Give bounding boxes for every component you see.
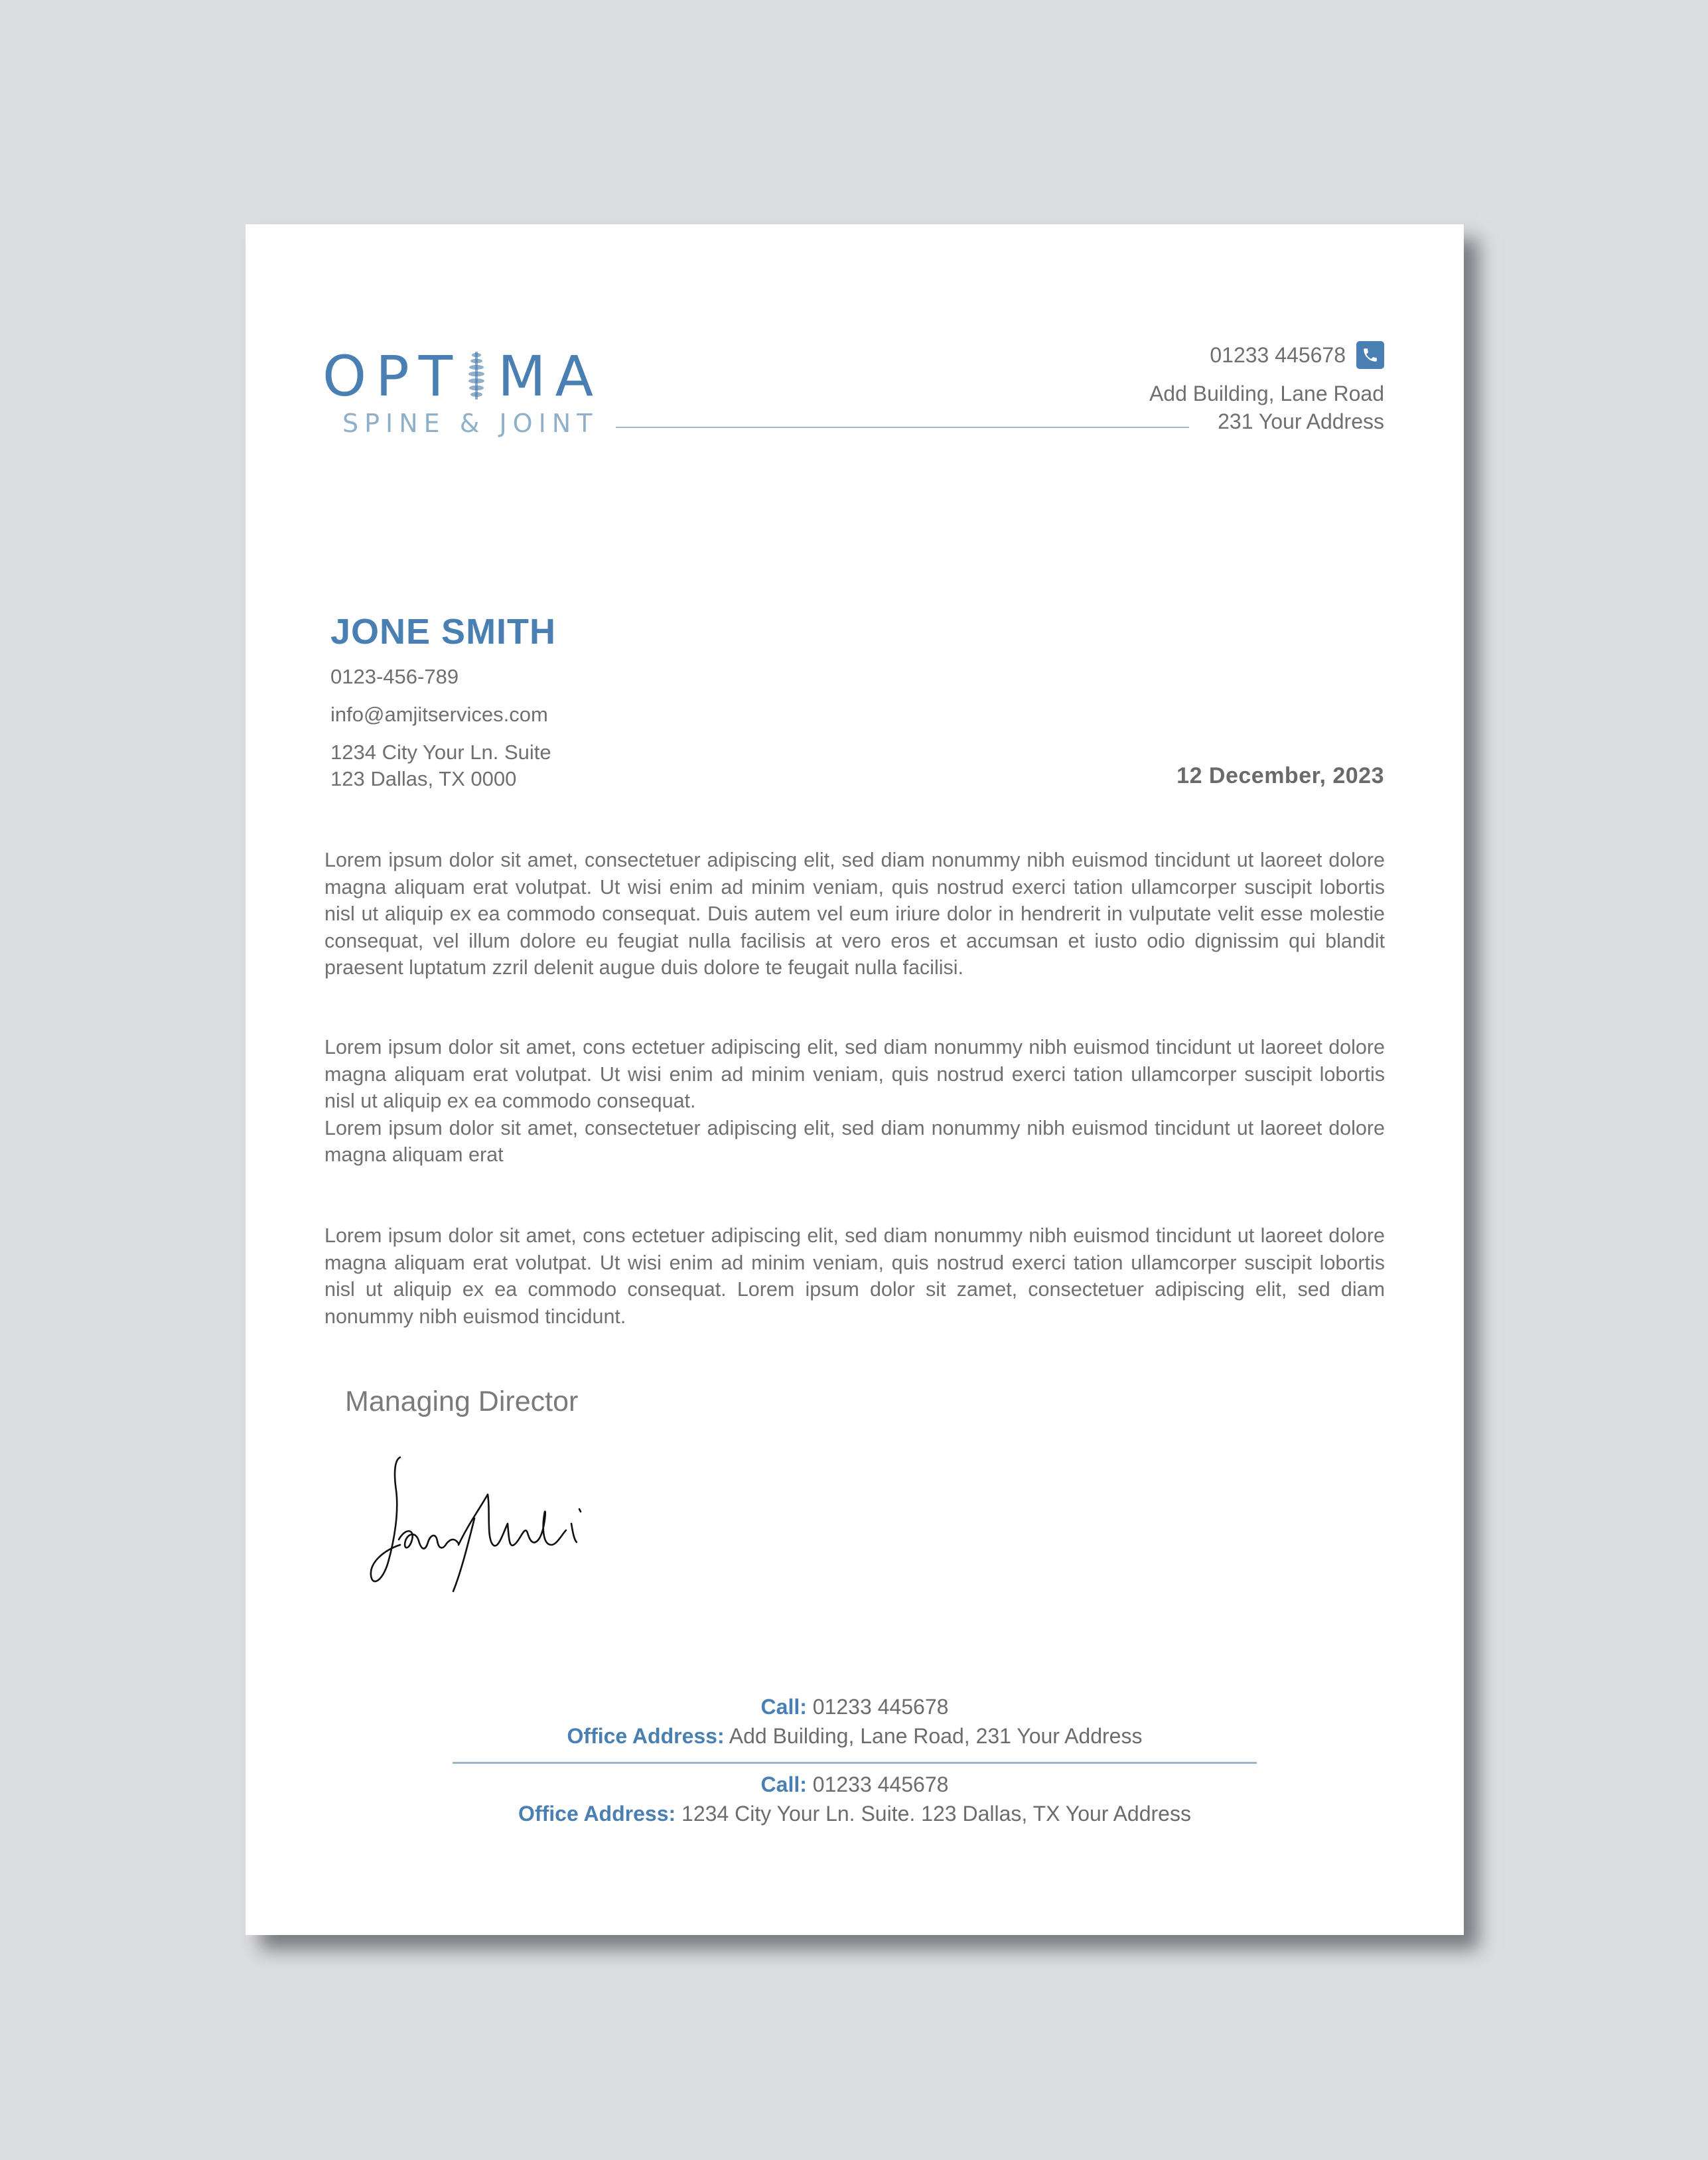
footer-call-2 — [246, 1770, 1464, 1799]
recipient-name: JONE SMITH — [330, 612, 557, 652]
footer-call-value-1: 01233 445678 — [812, 1695, 949, 1719]
footer-address-label-2: Office Address: — [518, 1802, 676, 1826]
body-paragraph-1: Lorem ipsum dolor sit amet, consectetuer adipiscing elit, sed diam nonummy nibh euismod tincidunt ut laoreet dolore magna aliquam erat volutpat. Ut wisi enim ad minim veniam, quis nostrud exerci tation ullamcorper suscipit lobortis nisl ut aliquip ex ea commodo consequat. Duis autem vel eum iriure dolor in hendrerit in vulputate velit esse molestie consequat, vel illum dolore eu feugiat nulla facilisis at vero eros et accumsan et iusto odio dignissim qui blandit praesent luptatum zzril delenit augue duis dolore te feugait nulla facilisi. — [324, 849, 1385, 979]
logo-wordmark-right: MA — [498, 344, 603, 409]
footer-address-label-1: Office Address: — [567, 1724, 725, 1748]
header-phone-number: 01233 445678 — [1210, 343, 1346, 367]
recipient-address-line1: 1234 City Your Ln. Suite — [330, 741, 551, 764]
footer-call-1 — [246, 1692, 1464, 1721]
recipient-address-line2: 123 Dallas, TX 0000 — [330, 767, 517, 790]
footer-divider — [453, 1762, 1257, 1764]
body-paragraph-2b: Lorem ipsum dolor sit amet, consectetuer adipiscing elit, sed diam nonummy nibh euismod tincidunt ut laoreet dolore magna aliquam erat — [324, 1116, 1385, 1166]
closing-title: Managing Director — [345, 1386, 579, 1417]
footer-call-label-2: Call: — [760, 1772, 807, 1796]
body-paragraph-3: Lorem ipsum dolor sit amet, cons ectetuer adipiscing elit, sed diam nonummy nibh euismod tincidunt ut laoreet dolore magna aliquam erat volutpat. Ut wisi enim ad minim veniam, quis nostrud exerci tation ullamcorper suscipit lobortis nisl ut aliquip ex ea commodo consequat. Lorem ipsum dolor sit zamet, consectetuer adipiscing elit, sed diam nonummy nibh euismod tincidunt. — [324, 1224, 1385, 1328]
recipient-block — [330, 611, 556, 792]
footer-contact-1 — [246, 1692, 1464, 1751]
header-contact — [1149, 341, 1384, 435]
body-paragraph-2 — [324, 1034, 1385, 1169]
footer-call-value-2: 01233 445678 — [812, 1772, 949, 1796]
footer-call-label-1: Call: — [760, 1695, 807, 1719]
logo-subtitle: SPINE & JOINT — [342, 409, 599, 438]
header-address-line2: 231 Your Address — [1218, 409, 1384, 433]
body-paragraph-2a: Lorem ipsum dolor sit amet, cons ectetuer adipiscing elit, sed diam nonummy nibh euismod tincidunt ut laoreet dolore magna aliquam erat volutpat. Ut wisi enim ad minim veniam, quis nostrud exerci tation ullamcorper suscipit lobortis nisl ut aliquip ex ea commodo consequat. — [324, 1036, 1385, 1112]
letterhead-page — [246, 224, 1464, 1935]
letter-date: 12 December, 2023 — [1176, 763, 1384, 788]
header-phone — [1149, 341, 1384, 369]
footer-contact-2 — [246, 1770, 1464, 1828]
footer-address-value-2: 1234 City Your Ln. Suite. 123 Dallas, TX Your Address — [681, 1802, 1191, 1826]
header-divider — [616, 427, 1189, 428]
footer-address-1 — [246, 1721, 1464, 1751]
recipient-email: info@amjitservices.com — [330, 703, 548, 726]
logo-wordmark — [322, 344, 634, 409]
recipient-phone: 0123-456-789 — [330, 665, 459, 688]
phone-icon — [1356, 341, 1384, 369]
header-address-line1: Add Building, Lane Road — [1149, 382, 1384, 405]
logo-wordmark-left: OPT — [322, 344, 463, 409]
footer-address-value-1: Add Building, Lane Road, 231 Your Address — [729, 1724, 1143, 1748]
footer-address-2 — [246, 1799, 1464, 1828]
company-logo — [322, 344, 634, 438]
signature-image — [368, 1445, 594, 1598]
spine-icon — [463, 352, 490, 401]
